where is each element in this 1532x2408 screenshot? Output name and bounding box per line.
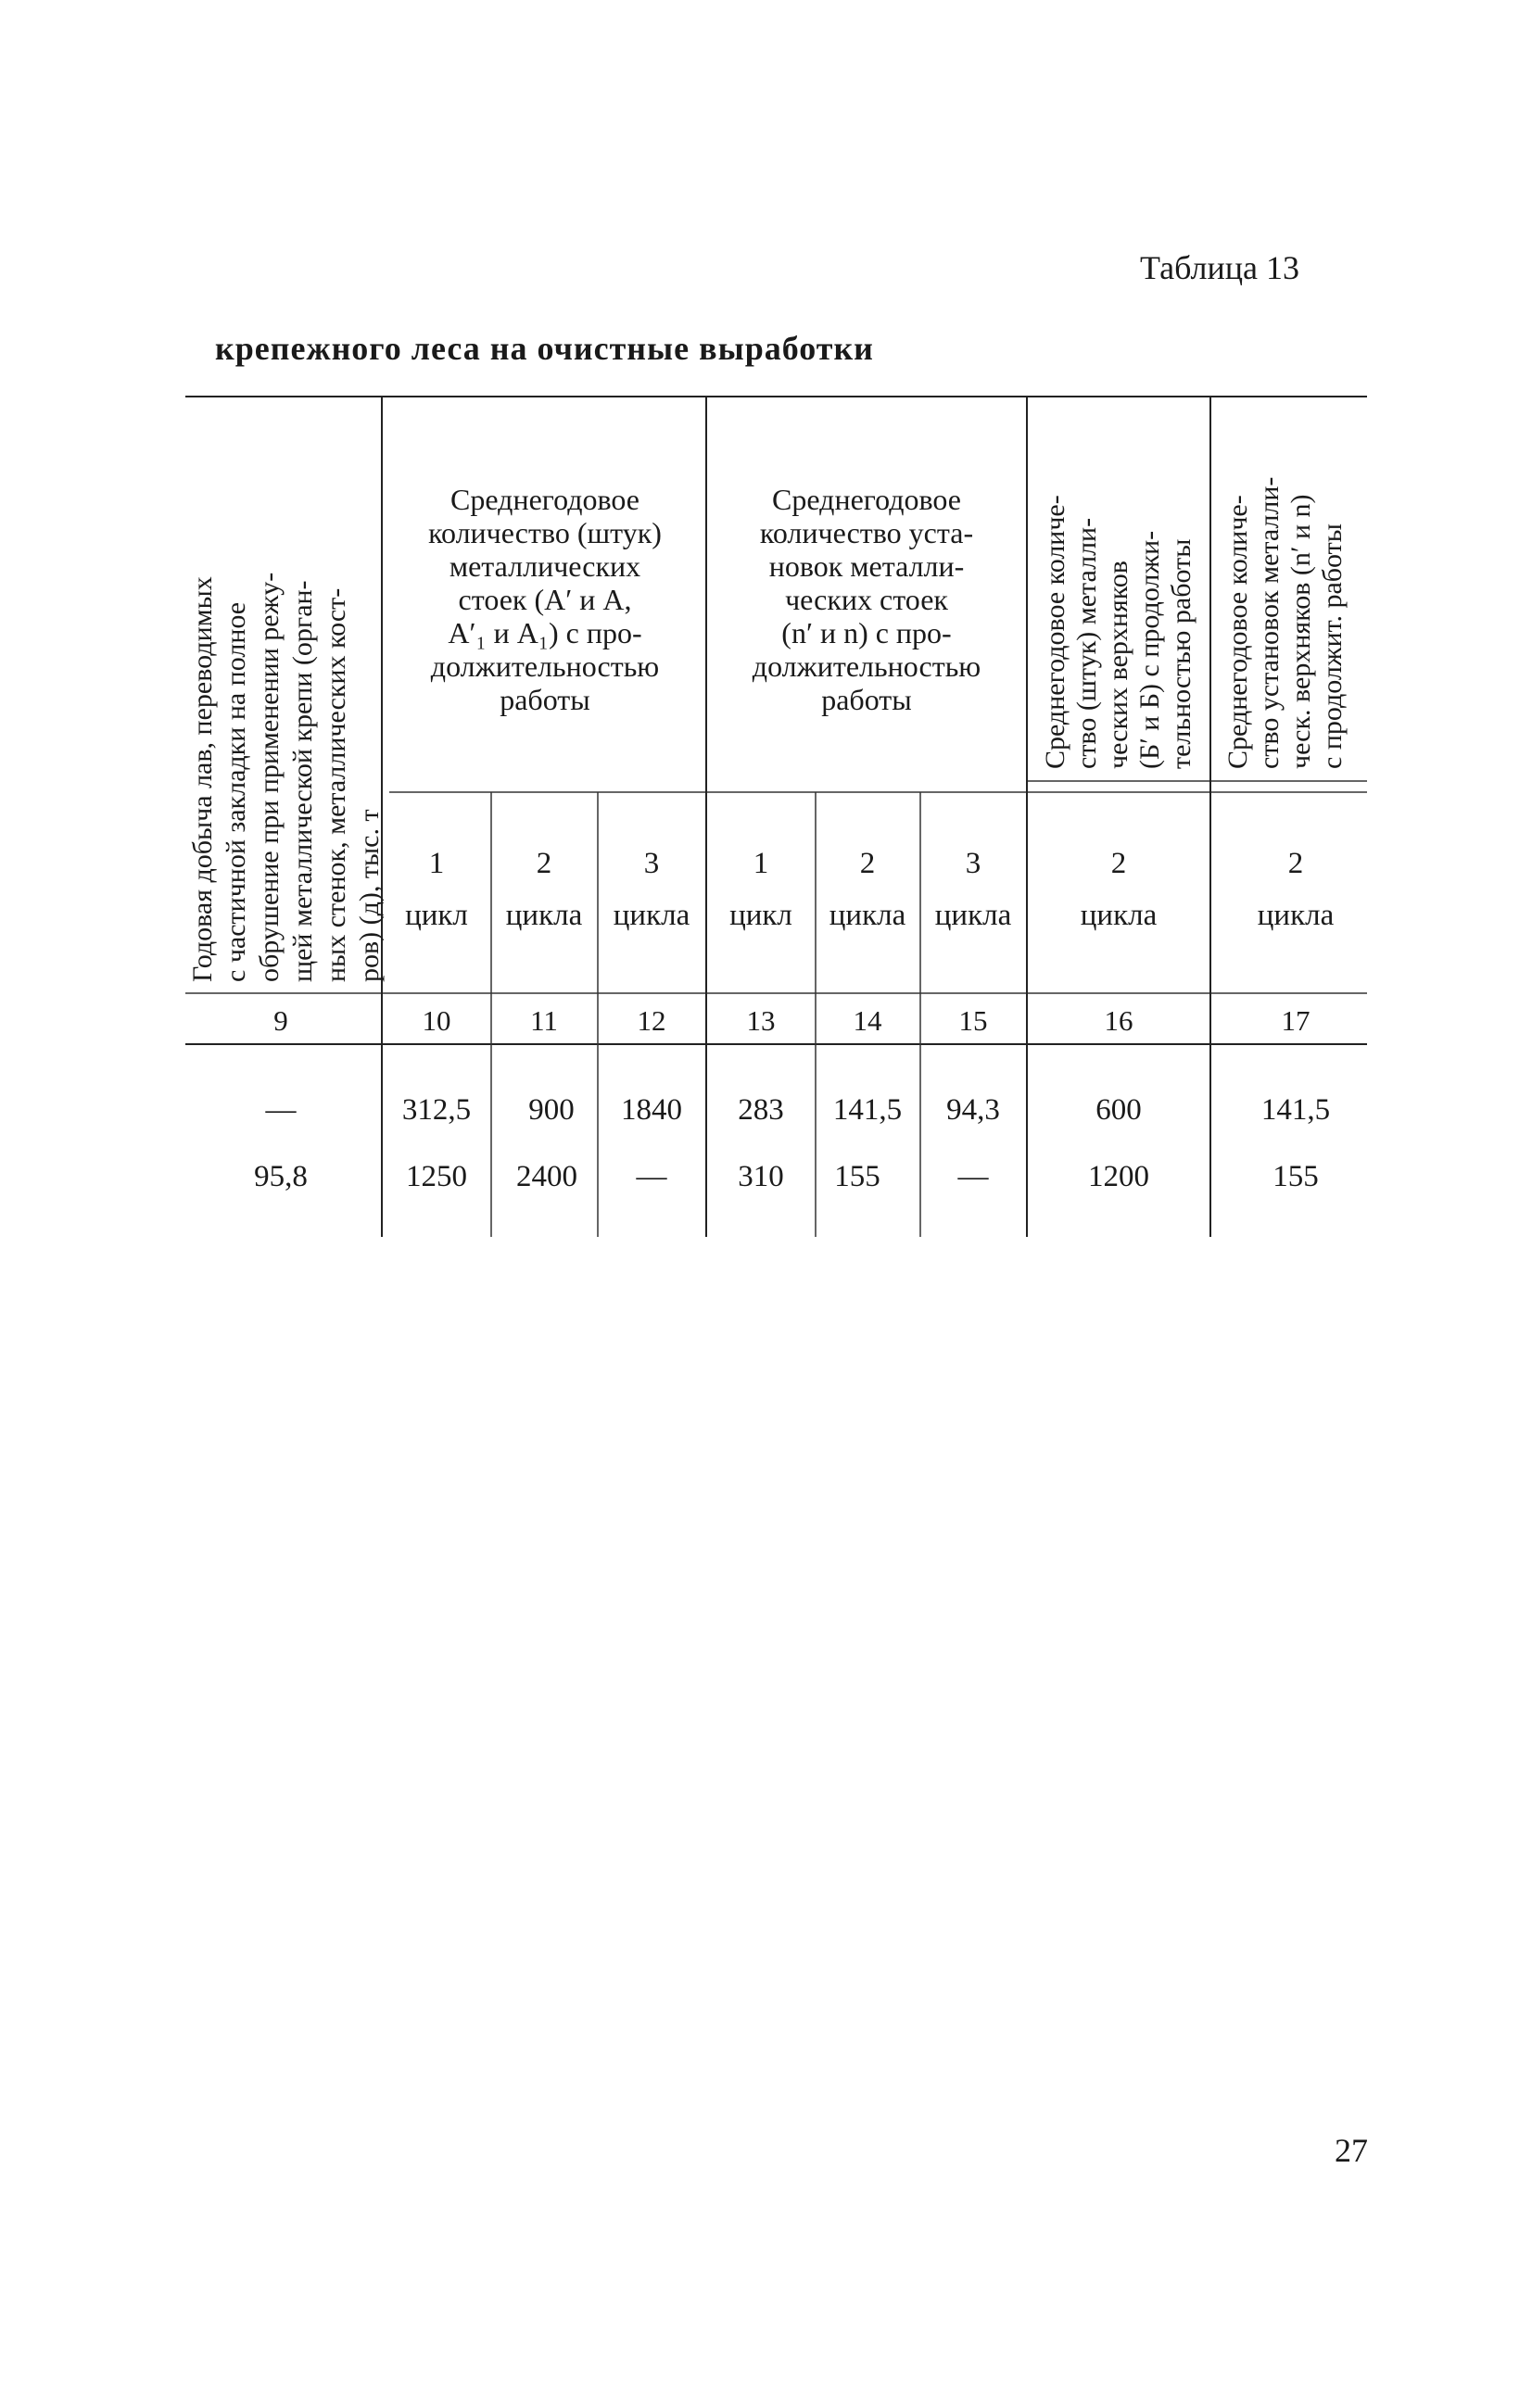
table-cell: 1840 <box>621 1093 682 1127</box>
group-a-header-line: стоек (A′ и A, <box>458 583 632 616</box>
cycle-count: 1 <box>753 847 769 880</box>
cycle-count: 2 <box>1287 847 1304 880</box>
group-a-header-line: A′₁ и A₁) с про- <box>448 616 642 649</box>
column-number: 11 <box>530 1004 558 1037</box>
table-cell: 141,5 <box>1260 1093 1331 1127</box>
table-cell: — <box>636 1160 667 1193</box>
column-group-a-header <box>428 483 662 716</box>
group-a-header-line: Среднегодовое <box>450 483 639 516</box>
table-cell: 312,5 <box>401 1093 472 1127</box>
table-cell: — <box>957 1160 989 1193</box>
table-cell: 155 <box>834 1160 880 1193</box>
column-number: 14 <box>853 1004 882 1037</box>
col16-header-line: ство (штук) металли- <box>1071 517 1102 769</box>
page-number: 27 <box>1335 2132 1368 2169</box>
table-cell: — <box>265 1093 297 1127</box>
col9-header-line: с частичной закладки на полное <box>221 601 251 982</box>
group-b-header-line: количество уста- <box>759 516 974 549</box>
group-b-header-line: ческих стоек <box>785 583 948 616</box>
col9-header-line: щей металлической крепи (орган- <box>287 580 318 982</box>
group-b-header-line: работы <box>821 683 912 716</box>
column-number: 12 <box>637 1004 666 1037</box>
group-b-header-line: должительностью <box>752 649 981 683</box>
cycle-headers <box>405 847 1335 932</box>
col17-header-line: ство установок металли- <box>1254 476 1285 769</box>
table-row <box>254 1160 1319 1193</box>
column-group-b-header <box>753 483 981 716</box>
column-number: 17 <box>1281 1004 1310 1037</box>
cycle-count: 2 <box>1110 847 1127 880</box>
cycle-word: цикла <box>829 899 906 932</box>
cycle-word: цикла <box>613 899 690 932</box>
table-cell: 155 <box>1272 1160 1319 1193</box>
col17-header-line: ческ. верхняков (n′ и n) <box>1285 494 1316 769</box>
cycle-count: 2 <box>536 847 552 880</box>
col16-header-line: (Б′ и Б) с продолжи- <box>1134 530 1165 769</box>
col16-header-line: тельностью работы <box>1166 538 1196 769</box>
column-16-header <box>1040 495 1196 769</box>
col16-header-line: Среднегодовое количе- <box>1040 495 1070 769</box>
column-number: 10 <box>422 1004 451 1037</box>
group-a-header-line: работы <box>500 683 590 716</box>
group-a-header-line: количество (штук) <box>428 516 662 549</box>
column-number: 15 <box>958 1004 988 1037</box>
col17-header-line: Среднегодовое количе- <box>1222 495 1253 769</box>
cycle-word: цикла <box>505 899 583 932</box>
col9-header-line: Годовая добыча лав, переводимых <box>187 576 218 982</box>
col9-header-line: обрушение при применении режу- <box>254 572 285 982</box>
group-a-header-line: металлических <box>449 549 641 583</box>
table-cell: 1250 <box>406 1160 467 1193</box>
table-cell: 283 <box>738 1093 784 1127</box>
group-b-header-line: новок металли- <box>768 549 965 583</box>
table-row <box>265 1093 1331 1127</box>
cycle-count: 3 <box>643 847 660 880</box>
cycle-word: цикла <box>1080 899 1158 932</box>
group-b-header-line: (n′ и n) с про- <box>781 616 952 649</box>
cycle-word: цикла <box>1257 899 1335 932</box>
group-a-header-line: должительностью <box>430 649 660 683</box>
table-cell: 95,8 <box>254 1160 308 1193</box>
col17-header-line: с продолжит. работы <box>1317 523 1348 769</box>
table-cell: 310 <box>738 1160 784 1193</box>
table-cell: 1200 <box>1088 1160 1149 1193</box>
column-number: 13 <box>746 1004 776 1037</box>
cycle-word: цикла <box>934 899 1012 932</box>
table-label: Таблица 13 <box>1140 249 1299 286</box>
column-9-header <box>187 573 385 982</box>
cycle-count: 3 <box>965 847 981 880</box>
page-title: крепежного леса на очистные выработки <box>215 330 874 367</box>
cycle-word: цикл <box>729 899 792 932</box>
column-17-header <box>1222 477 1348 769</box>
cycle-count: 1 <box>428 847 445 880</box>
column-number: 9 <box>273 1004 288 1037</box>
table-cell: 2400 <box>516 1160 577 1193</box>
column-number: 16 <box>1104 1004 1133 1037</box>
column-numbers-row <box>273 1004 1310 1037</box>
cycle-word: цикл <box>405 899 468 932</box>
cycle-count: 2 <box>859 847 876 880</box>
table-cell: 900 <box>528 1093 575 1127</box>
table-cell: 94,3 <box>946 1093 1000 1127</box>
table-cell: 600 <box>1095 1093 1142 1127</box>
col16-header-line: ческих верхняков <box>1103 561 1133 769</box>
col9-header-line: ров) (д), тыс. т <box>354 809 385 982</box>
group-b-header-line: Среднегодовое <box>772 483 961 516</box>
col9-header-line: ных стенок, металлических кост- <box>321 587 351 982</box>
table-cell: 141,5 <box>832 1093 903 1127</box>
